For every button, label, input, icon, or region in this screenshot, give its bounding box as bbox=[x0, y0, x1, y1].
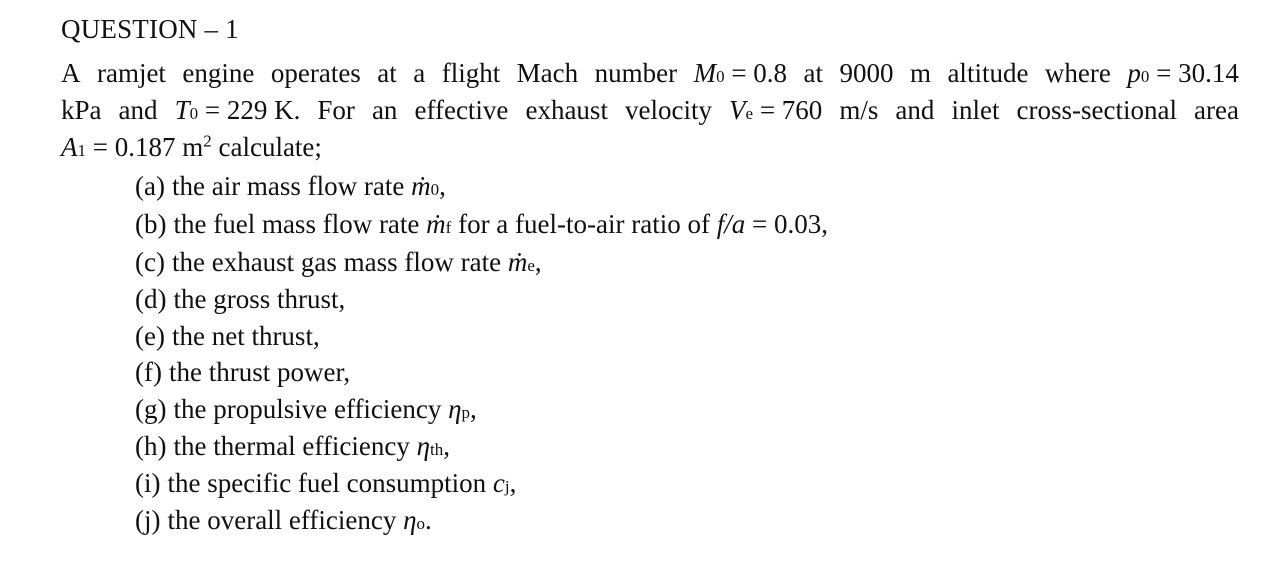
word: Mach bbox=[516, 58, 579, 88]
mass-flow-symbol: ṁ bbox=[411, 171, 431, 201]
item-text: the specific fuel consumption bbox=[167, 468, 487, 498]
velocity-value: = 760 bbox=[759, 95, 823, 125]
item-tail: , bbox=[443, 431, 451, 461]
item-label: (j) bbox=[135, 505, 161, 535]
word: and bbox=[895, 95, 935, 125]
word: where bbox=[1044, 58, 1111, 88]
item-subscript: f bbox=[445, 218, 452, 237]
velocity-subscript: e bbox=[745, 104, 754, 123]
item-label: (g) bbox=[135, 394, 167, 424]
word: an bbox=[371, 95, 398, 125]
list-item-j bbox=[135, 505, 432, 536]
word: velocity bbox=[625, 95, 712, 125]
area-exponent: 2 bbox=[203, 131, 212, 151]
temperature-value: = 229 K. bbox=[204, 95, 301, 125]
word: flight bbox=[441, 58, 501, 88]
word: at bbox=[377, 58, 397, 88]
item-text: the thermal efficiency bbox=[173, 431, 410, 461]
mach-number-expression bbox=[694, 58, 787, 89]
list-item-e bbox=[135, 321, 320, 352]
ratio-value: = 0.03, bbox=[751, 209, 828, 239]
area-value: = 0.187 m bbox=[92, 132, 204, 162]
item-label: (e) bbox=[135, 321, 165, 351]
item-label: (d) bbox=[135, 284, 167, 314]
item-text: the fuel mass flow rate bbox=[173, 209, 420, 239]
pressure-value: = 30.14 bbox=[1156, 58, 1239, 88]
word: exhaust bbox=[525, 95, 608, 125]
item-tail: . bbox=[425, 505, 432, 535]
item-label: (b) bbox=[135, 209, 167, 239]
word: inlet bbox=[951, 95, 1000, 125]
list-item-g bbox=[135, 394, 477, 425]
efficiency-symbol: η bbox=[416, 431, 431, 461]
statement-line-2 bbox=[61, 95, 1239, 126]
item-subscript: j bbox=[504, 477, 510, 496]
word: at bbox=[803, 58, 824, 88]
sfc-symbol: c bbox=[492, 468, 505, 498]
word: operates bbox=[270, 58, 361, 88]
item-text: the gross thrust, bbox=[173, 284, 346, 314]
mass-flow-symbol: ṁ bbox=[426, 209, 446, 239]
temperature-expression bbox=[175, 95, 301, 126]
word: cross-sectional bbox=[1016, 95, 1177, 125]
area-symbol: A bbox=[61, 132, 78, 162]
word: m/s bbox=[839, 95, 879, 125]
item-subscript: o bbox=[416, 514, 426, 533]
item-tail: , bbox=[534, 247, 542, 277]
item-label: (c) bbox=[135, 247, 165, 277]
pressure-expression bbox=[1127, 58, 1238, 89]
list-item-d bbox=[135, 284, 345, 315]
list-item-c bbox=[135, 247, 542, 278]
item-label: (h) bbox=[135, 431, 167, 461]
item-text: the exhaust gas mass flow rate bbox=[171, 247, 502, 277]
ratio-symbol: f/a bbox=[716, 209, 746, 239]
item-text: the propulsive efficiency bbox=[173, 394, 442, 424]
mach-subscript: 0 bbox=[716, 67, 725, 86]
word: and bbox=[118, 95, 158, 125]
item-subscript: e bbox=[527, 256, 535, 275]
word: kPa bbox=[61, 95, 102, 125]
item-label: (a) bbox=[135, 171, 165, 201]
item-text: the net thrust, bbox=[171, 321, 320, 351]
list-item-h bbox=[135, 431, 450, 462]
word: For bbox=[317, 95, 355, 125]
word: m bbox=[909, 58, 931, 88]
word: number bbox=[594, 58, 678, 88]
word: A bbox=[61, 58, 81, 88]
word: altitude bbox=[947, 58, 1029, 88]
word: engine bbox=[182, 58, 255, 88]
item-text: the thrust power, bbox=[168, 357, 351, 387]
item-label: (i) bbox=[135, 468, 161, 498]
item-subscript: 0 bbox=[430, 180, 440, 199]
statement-line-1 bbox=[61, 58, 1239, 89]
item-tail: , bbox=[439, 171, 446, 201]
word: a bbox=[413, 58, 426, 88]
mach-symbol: M bbox=[693, 58, 717, 88]
list-item-b bbox=[135, 209, 828, 240]
area-expression bbox=[61, 132, 212, 162]
temperature-symbol: T bbox=[174, 95, 190, 125]
word: area bbox=[1194, 95, 1239, 125]
pressure-subscript: 0 bbox=[1140, 67, 1150, 86]
velocity-expression bbox=[729, 95, 822, 126]
item-text: the air mass flow rate bbox=[171, 171, 405, 201]
area-subscript: 1 bbox=[77, 141, 86, 160]
list-item-a bbox=[135, 171, 446, 202]
question-title: QUESTION – 1 bbox=[61, 14, 239, 44]
list-item-i bbox=[135, 468, 516, 499]
temperature-subscript: 0 bbox=[189, 104, 199, 123]
mach-value: = 0.8 bbox=[731, 58, 788, 88]
efficiency-symbol: η bbox=[403, 505, 417, 535]
word: ramjet bbox=[96, 58, 166, 88]
item-tail: for a fuel-to-air ratio of bbox=[458, 209, 710, 239]
item-tail: , bbox=[509, 468, 517, 498]
word: calculate; bbox=[218, 132, 322, 162]
item-subscript: th bbox=[430, 440, 444, 459]
list-item-f bbox=[135, 357, 350, 388]
word: effective bbox=[414, 95, 509, 125]
statement-line-3 bbox=[61, 132, 1239, 163]
item-tail: , bbox=[470, 394, 477, 424]
item-subscript: p bbox=[461, 403, 471, 422]
efficiency-symbol: η bbox=[448, 394, 462, 424]
word: 9000 bbox=[839, 58, 894, 88]
velocity-symbol: V bbox=[729, 95, 746, 125]
mass-flow-symbol: ṁ bbox=[507, 247, 528, 277]
item-label: (f) bbox=[135, 357, 162, 387]
pressure-symbol: p bbox=[1127, 58, 1141, 88]
item-text: the overall efficiency bbox=[167, 505, 397, 535]
